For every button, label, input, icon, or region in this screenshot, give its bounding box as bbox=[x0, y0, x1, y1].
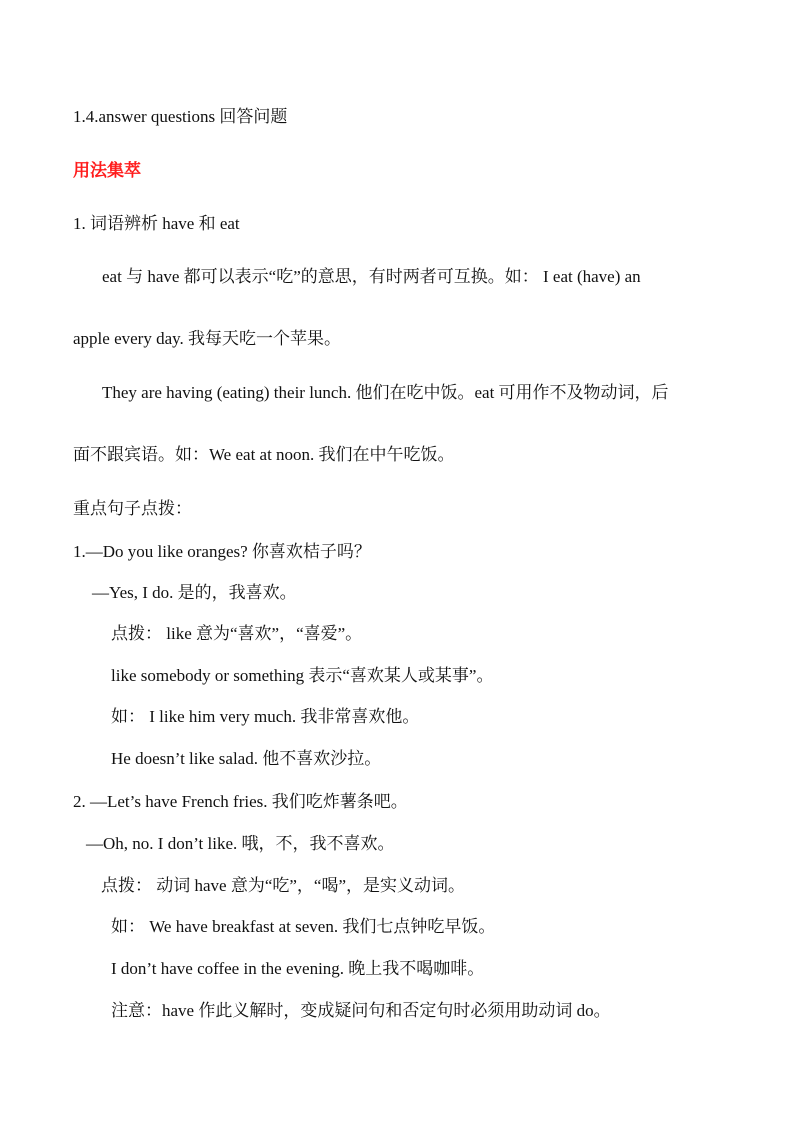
paragraph-line: apple every day. 我每天吃一个苹果。 bbox=[73, 329, 342, 348]
example-line: I don’t have coffee in the evening. 晚上我不喝咖啡。 bbox=[111, 959, 485, 978]
example-line: He doesn’t like salad. 他不喜欢沙拉。 bbox=[111, 749, 382, 768]
example-answer: —Yes, I do. 是的，我喜欢。 bbox=[92, 583, 297, 602]
attention-line: 注意：have 作此义解时，变成疑问句和否定句时必须用助动词 do。 bbox=[111, 1001, 611, 1020]
usage-line: like somebody or something 表示“喜欢某人或某事”。 bbox=[111, 666, 494, 685]
note-line: 点拨： like 意为“喜欢”，“喜爱”。 bbox=[111, 624, 363, 643]
lesson-title: 1.4.answer questions 回答问题 bbox=[73, 107, 288, 126]
key-sentences-heading: 重点句子点拨： bbox=[73, 499, 192, 518]
example-answer: —Oh, no. I don’t like. 哦，不，我不喜欢。 bbox=[86, 834, 395, 853]
example-line: 如： I like him very much. 我非常喜欢他。 bbox=[111, 707, 420, 726]
paragraph-line: 面不跟宾语。如：We eat at noon. 我们在中午吃饭。 bbox=[73, 445, 455, 464]
example-question: 1.—Do you like oranges? 你喜欢桔子吗？ bbox=[73, 542, 371, 561]
example-line: 如： We have breakfast at seven. 我们七点钟吃早饭。 bbox=[111, 917, 496, 936]
section-heading: 用法集萃 bbox=[73, 161, 141, 181]
note-line: 点拨： 动词 have 意为“吃”，“喝”，是实义动词。 bbox=[101, 876, 466, 895]
paragraph-line: They are having (eating) their lunch. 他们在吃中饭。eat 可用作不及物动词，后 bbox=[102, 383, 669, 402]
example-question: 2. —Let’s have French fries. 我们吃炸薯条吧。 bbox=[73, 792, 408, 811]
paragraph-heading: 1. 词语辨析 have 和 eat bbox=[73, 214, 240, 233]
paragraph-line: eat 与 have 都可以表示“吃”的意思，有时两者可互换。如： I eat (have) an bbox=[102, 267, 641, 286]
